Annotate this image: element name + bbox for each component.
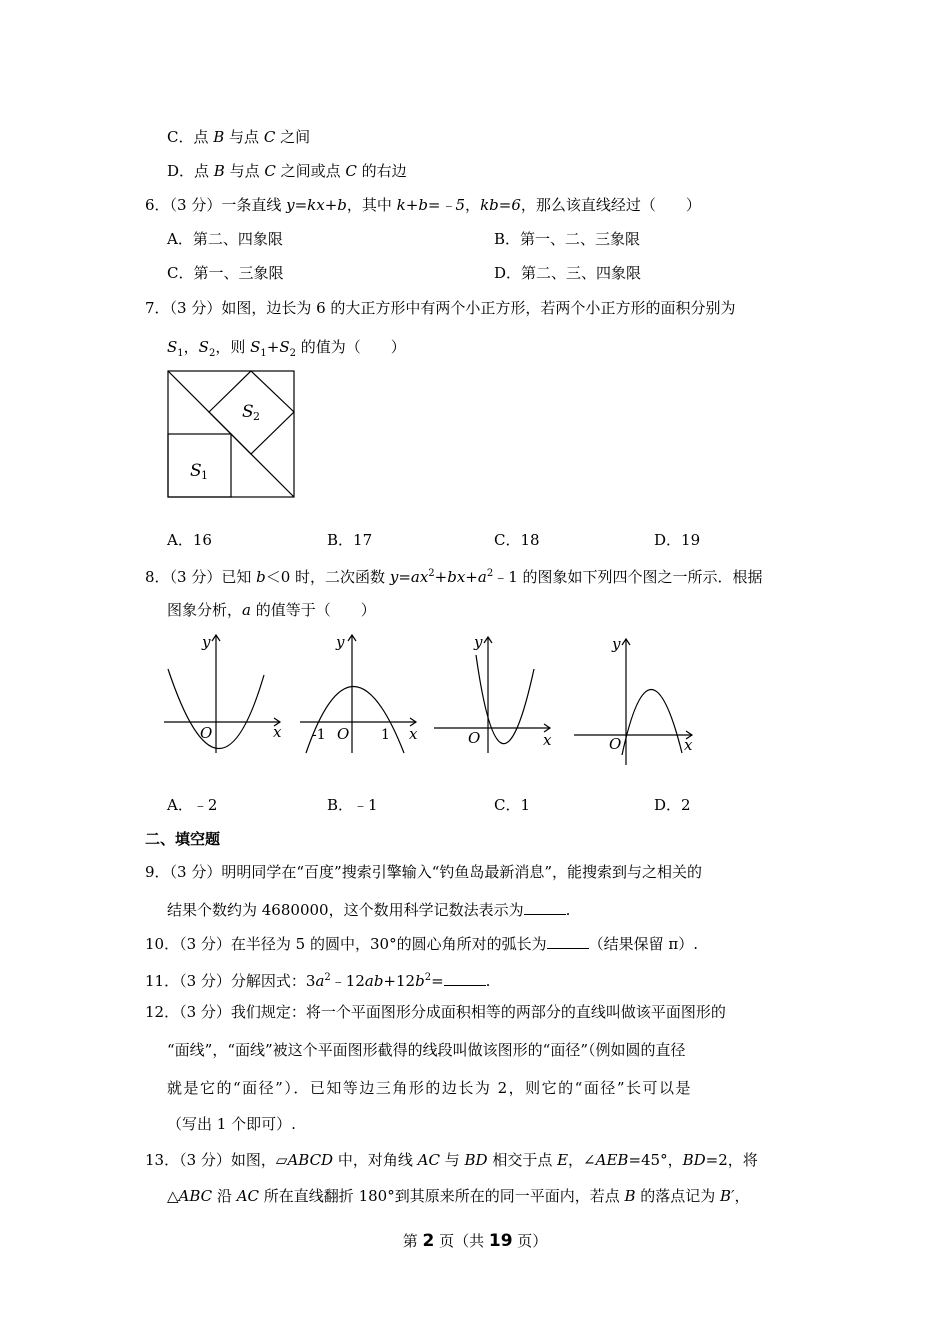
- question-7-line2: $S_1$，$S_2$，则 $S_1+S_2$ 的值为（ ）: [167, 338, 406, 359]
- q6-option-a: A．第二、四象限: [167, 230, 283, 248]
- q7-option-d: D．19: [654, 531, 701, 549]
- label-s1: S: [190, 461, 202, 481]
- q8-option-a: A．﹣2: [167, 796, 218, 814]
- question-8-line1: 8．（3 分）已知 b＜0 时，二次函数 $y=ax^2+bx+a^2﹣1$ 的图象如下列四个图之一所示．根据: [145, 568, 763, 586]
- q5-option-d: D．点 B 与点 C 之间或点 C 的右边: [167, 162, 407, 180]
- tick-one: 1: [381, 727, 390, 743]
- q7-option-c: C．18: [494, 531, 540, 549]
- q5-option-c: C．点 B 与点 C 之间: [167, 128, 311, 146]
- page-footer: 第 2 页（共 19 页）: [402, 1231, 548, 1251]
- parabola: [306, 687, 404, 754]
- question-12-line4: （写出 1 个即可）.: [167, 1115, 296, 1133]
- origin-label: O: [200, 724, 213, 742]
- question-9-line2: 结果个数约为 4680000，这个数用科学记数法表示为 .: [167, 901, 571, 919]
- answer-blank: [547, 934, 589, 949]
- question-13-line1: 13．（3 分）如图，▱ABCD 中，对角线 AC 与 BD 相交于点 E，∠AEB=45°，BD=2，将: [145, 1151, 758, 1169]
- x-label: x: [543, 731, 552, 749]
- y-label: y: [336, 633, 345, 651]
- label-s1-sub: 1: [201, 469, 208, 482]
- page-number: 2: [422, 1231, 435, 1251]
- question-8-line2: 图象分析，a 的值等于（ ）: [167, 601, 376, 619]
- question-6: 6．（3 分）一条直线 y=kx+b，其中 k+b=﹣5，kb=6，那么该直线经过（ ）: [145, 196, 701, 214]
- parabola: [622, 689, 682, 755]
- origin-label: O: [337, 725, 350, 743]
- q7-option-b: B．17: [327, 531, 373, 549]
- x-label: x: [684, 736, 693, 754]
- answer-blank: [524, 900, 566, 915]
- tick-neg-one: -1: [312, 727, 326, 743]
- q8-option-c: C．1: [494, 796, 531, 814]
- q8-graph-b: [296, 625, 431, 755]
- question-12-line3: 就是它的“面径”）．已知等边三角形的边长为 2，则它的“面径”长可以是: [167, 1079, 692, 1097]
- parabola: [476, 655, 534, 744]
- label-s2-sub: 2: [253, 410, 260, 423]
- y-label: y: [474, 633, 483, 651]
- y-label: y: [202, 633, 211, 651]
- x-label: x: [409, 725, 418, 743]
- question-12-line2: “面线”，“面线”被这个平面图形截得的线段叫做该图形的“面径”（例如圆的直径: [167, 1041, 686, 1059]
- answer-blank: [444, 971, 486, 986]
- origin-label: O: [609, 735, 622, 753]
- question-9-line1: 9．（3 分）明明同学在“百度”搜索引擎输入“钓鱼岛最新消息”，能搜索到与之相关的: [145, 863, 703, 881]
- question-11: 11．（3 分）分解因式：$3a^2﹣12ab+12b^2=$ .: [145, 972, 491, 990]
- q8-option-d: D．2: [654, 796, 691, 814]
- question-10: 10．（3 分）在半径为 5 的圆中，30°的圆心角所对的弧长为 （结果保留 π）.: [145, 935, 698, 953]
- y-label: y: [612, 635, 621, 653]
- section-heading: 二、填空题: [145, 830, 221, 848]
- q6-option-d: D．第二、三、四象限: [494, 264, 642, 282]
- q8-option-b: B．﹣1: [327, 796, 378, 814]
- question-7-line1: 7．（3 分）如图，边长为 6 的大正方形中有两个小正方形，若两个小正方形的面积分别为: [145, 299, 736, 317]
- q7-figure: [166, 369, 296, 499]
- origin-label: O: [468, 729, 481, 747]
- q8-graph-d: [570, 625, 700, 765]
- q6-option-c: C．第一、三象限: [167, 264, 284, 282]
- label-s2: S: [242, 402, 254, 422]
- q8-graph-a: [160, 625, 290, 755]
- question-12-line1: 12．（3 分）我们规定：将一个平面图形分成面积相等的两部分的直线叫做该平面图形的: [145, 1003, 726, 1021]
- q7-option-a: A．16: [167, 531, 212, 549]
- q6-option-b: B．第一、二、三象限: [494, 230, 641, 248]
- question-13-line2: △ABC 沿 AC 所在直线翻折 180°到其原来所在的同一平面内，若点 B 的落点记为 B′，: [167, 1187, 750, 1205]
- page-total: 19: [488, 1231, 513, 1251]
- x-label: x: [273, 723, 282, 741]
- q8-graph-c: [432, 625, 562, 755]
